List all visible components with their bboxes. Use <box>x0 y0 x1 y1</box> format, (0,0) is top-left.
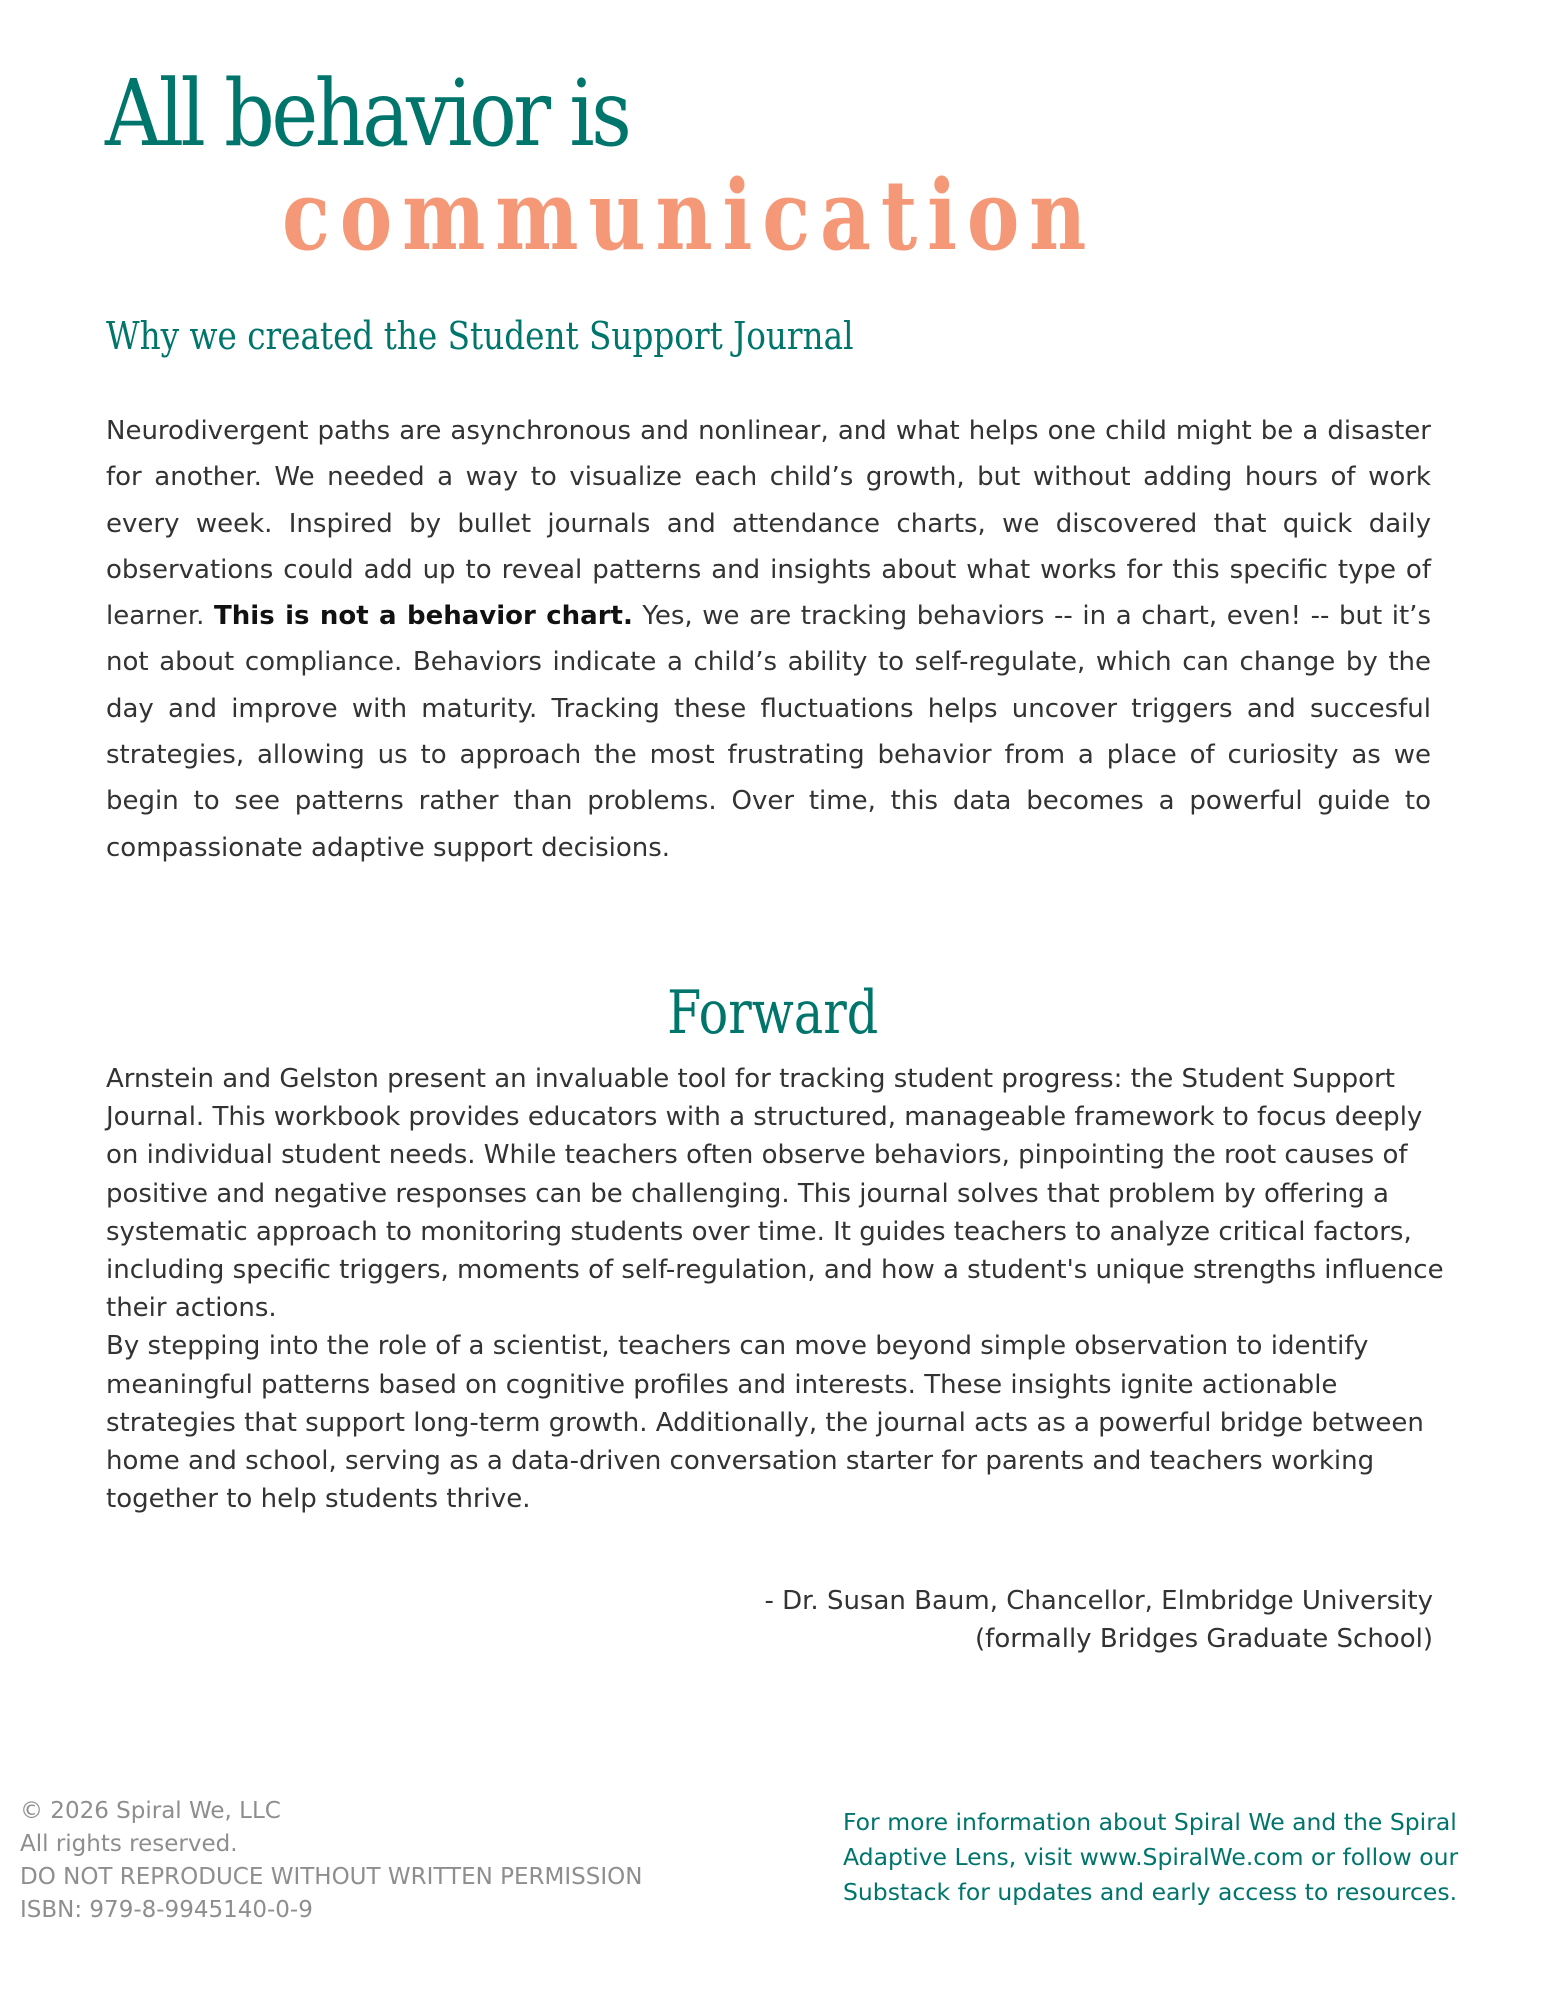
isbn-line: ISBN: 979-8-9945140-0-9 <box>20 1897 313 1923</box>
forward-paragraph: Arnstein and Gelston present an invaluable tool for tracking student progress: the Student Support Journal. This workbook provides educators with a structured, manageable framework to focus deeply on individual student needs. While teachers often observe behaviors, pinpointing the root causes of positive and negative responses can be challenging. This journal solves that problem by offering a systematic approach to monitoring students over time. It guides teachers to analyze critical factors, including specific triggers, moments of self-regulation, and how a student's unique strengths influence their actions. <box>106 1064 1444 1324</box>
intro-paragraph <box>106 408 1431 871</box>
intro-bold-statement: This is not a behavior chart. <box>214 601 633 632</box>
title-line-1: All behavior is <box>105 60 629 167</box>
signature-name: - Dr. Susan Baum, Chancellor, Elmbridge University <box>764 1586 1433 1616</box>
intro-text-after: Yes, we are tracking behaviors -- in a chart, even! -- but it’s not about compliance. Behaviors indicate a child’s ability to self-regulate, which can change by the day and improve with maturity. Tracking these fluctuations helps uncover triggers and succesful strategies, allowing us to approach the most frustrating behavior from a place of curiosity as we begin to see patterns rather than problems. Over time, this data becomes a powerful guide to compassionate adaptive support decisions. <box>106 601 1431 863</box>
more-info: For more information about Spiral We and the Spiral Adaptive Lens, visit www.SpiralWe.com or follow our Substack for updates and early access to resources. <box>843 1808 1459 1906</box>
signature-affiliation: (formally Bridges Graduate School) <box>975 1624 1433 1654</box>
intro-text-before: Neurodivergent paths are asynchronous and nonlinear, and what helps one child might be a disaster for another. We needed a way to visualize each child’s growth, but without adding hours of work every week. Inspired by bullet journals and attendance charts, we discovered that quick daily observations could add up to reveal patterns and insights about what works for this specific type of learner. <box>106 416 1431 632</box>
signature <box>764 1582 1433 1658</box>
forward-title: Forward <box>666 978 879 1048</box>
forward-body <box>106 1060 1451 1518</box>
subheading: Why we created the Student Support Journal <box>106 314 854 358</box>
permission-line: DO NOT REPRODUCE WITHOUT WRITTEN PERMISSION <box>20 1864 643 1890</box>
copyright-line: © 2026 Spiral We, LLC <box>20 1798 281 1824</box>
forward-paragraph: By stepping into the role of a scientist, teachers can move beyond simple observation to identify meaningful patterns based on cognitive profiles and interests. These insights ignite actionable strategies that support long-term growth. Additionally, the journal acts as a powerful bridge between home and school, serving as a data-driven conversation starter for parents and teachers working together to help students thrive. <box>106 1331 1424 1515</box>
rights-line: All rights reserved. <box>20 1831 238 1857</box>
title-line-2: communication <box>282 159 1097 272</box>
copyright-block <box>20 1795 642 1927</box>
